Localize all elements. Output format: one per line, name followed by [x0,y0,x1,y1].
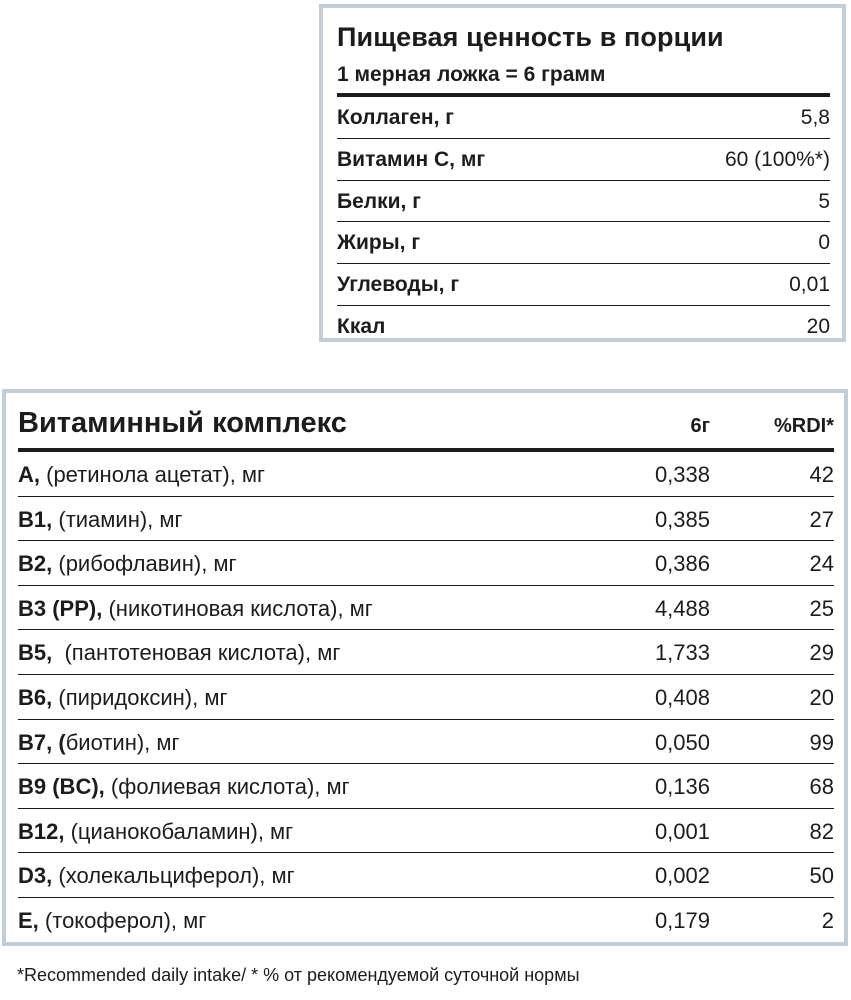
vitamin-label [18,819,293,845]
vitamin-amount: 0,386 [654,551,710,577]
nutrient-label: Ккал [337,314,386,338]
vitamin-rdi: 82 [809,818,834,844]
nutrition-row-protein [337,181,830,223]
vitamin-label [18,596,373,622]
vitamin-rdi: 29 [809,640,834,666]
nutrient-value: 60 (100%*) [724,147,830,171]
vitamin-row-d3 [18,853,834,898]
vitamin-amount: 0,179 [654,907,710,933]
vitamin-code: A, [18,462,40,487]
nutrient-value: 0 [818,231,830,255]
vitamin-label [18,685,228,711]
nutrition-header [337,18,830,97]
vitamin-name: (никотиновая кислота), мг [102,595,373,621]
nutrition-row-vitamin-c [337,139,830,181]
vitamin-rdi: 25 [809,595,834,621]
vitamin-name: (пиридоксин), мг [52,684,228,710]
vitamin-name: (цианокобаламин), мг [64,818,294,844]
vitamin-table-title: Витаминный комплекс [18,407,347,439]
nutrition-row-carbs [337,264,830,306]
vitamin-name: биотин), мг [65,729,180,755]
vitamin-name: (пантотеновая кислота), мг [52,640,341,666]
nutrient-label: Коллаген, г [337,106,455,129]
nutrient-value: 5 [818,189,830,213]
vitamin-code: B1, [18,506,53,532]
nutrient-label: Белки, г [337,189,421,213]
nutrient-label: Жиры, г [337,231,421,255]
vitamin-rdi: 68 [809,774,834,800]
nutrition-row-fat [337,222,830,264]
column-header-amount: 6г [690,415,710,437]
nutrition-row-kcal [337,306,830,348]
nutrient-value: 5,8 [800,106,830,129]
vitamin-name: (холекальциферол), мг [52,863,295,889]
vitamin-label [18,730,180,756]
column-header-rdi: %RDI* [773,415,834,437]
vitamin-amount: 4,488 [654,595,710,621]
nutrition-title: Пищевая ценность в порции [337,22,724,52]
vitamin-row-b3 [18,586,834,631]
vitamin-rdi: 27 [809,506,834,532]
vitamin-code: B2, [18,551,53,577]
vitamin-code: B7, ( [18,729,66,755]
vitamin-code: E, [18,907,39,933]
vitamin-code: B5, [18,640,53,666]
vitamin-label [18,908,206,934]
vitamin-row-b6 [18,675,834,720]
nutrition-rows [337,97,830,348]
vitamin-name: (рибофлавин), мг [52,551,237,577]
vitamin-row-b1 [18,497,834,542]
vitamin-code: B9 (BC), [18,774,105,800]
serving-size: 1 мерная ложка = 6 грамм [337,63,606,86]
nutrient-value: 0,01 [789,273,830,297]
vitamin-row-b9 [18,764,834,809]
vitamin-amount: 0,001 [654,818,710,844]
vitamin-amount: 0,002 [654,863,710,889]
vitamin-code: B3 (PP), [18,595,103,621]
vitamin-amount: 0,050 [654,729,710,755]
nutrition-facts-box [319,4,846,342]
nutrient-label: Углеводы, г [337,273,460,297]
vitamin-amount: 1,733 [654,640,710,666]
vitamin-rdi: 50 [809,863,834,889]
vitamin-label [18,774,350,800]
vitamin-label [18,507,183,533]
nutrient-label: Витамин С, мг [337,147,486,171]
vitamin-rdi: 99 [809,729,834,755]
vitamin-amount: 0,408 [654,684,710,710]
vitamin-label [18,462,265,488]
vitamin-rows [18,452,834,943]
vitamin-code: B6, [18,684,53,710]
vitamin-row-a [18,452,834,497]
vitamin-code: B12, [18,818,65,844]
vitamin-row-e [18,898,834,943]
nutrition-row-collagen [337,97,830,139]
vitamin-row-b2 [18,541,834,586]
vitamin-label [18,551,237,577]
vitamin-code: D3, [18,863,53,889]
vitamin-rdi: 20 [809,684,834,710]
vitamin-label [18,640,340,666]
vitamin-rdi: 42 [809,462,834,487]
vitamin-row-b12 [18,809,834,854]
vitamin-amount: 0,385 [654,506,710,532]
vitamin-name: (ретинола ацетат), мг [40,462,266,487]
vitamin-row-b7 [18,720,834,765]
vitamin-rdi: 24 [809,551,834,577]
vitamin-complex-box [2,389,848,946]
vitamin-amount: 0,136 [654,774,710,800]
vitamin-table-header [18,401,834,446]
vitamin-name: (токоферол), мг [38,907,207,933]
vitamin-name: (тиамин), мг [52,506,183,532]
vitamin-row-b5 [18,630,834,675]
nutrient-value: 20 [806,314,830,338]
vitamin-label [18,863,295,889]
vitamin-amount: 0,338 [654,462,710,487]
footnote: *Recommended daily intake/ * % от рекомендуемой суточной нормы [17,965,580,985]
vitamin-name: (фолиевая кислота), мг [104,774,350,800]
vitamin-rdi: 2 [821,907,834,933]
